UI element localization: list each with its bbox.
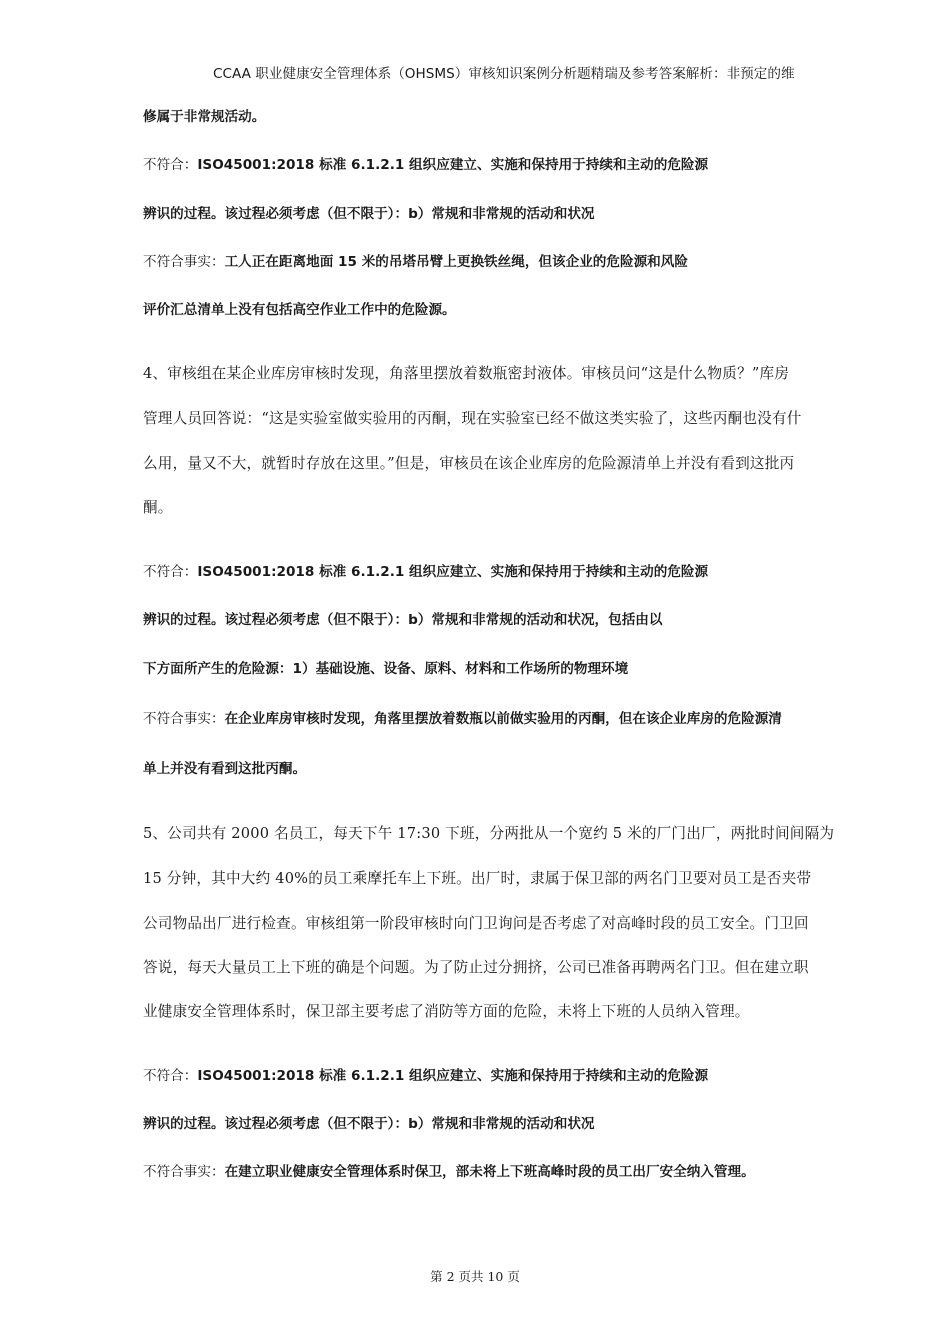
nonconformity-fact <box>143 709 782 729</box>
text-line: 修属于非常规活动。 <box>143 109 266 125</box>
fact-text: 工人正在距离地面 15 米的吊塔吊臂上更换铁丝绳，但该企业的危险源和风险 <box>224 254 688 270</box>
case-text: 15 分钟，其中大约 40%的员工乘摩托车上下班。出厂时，隶属于保卫部的两名门卫要对员工是否夹带 <box>143 870 812 887</box>
case-text: 管理人员回答说：“这是实验室做实验用的丙酮，现在实验室已经不做这类实验了，这些丙酮也没有什 <box>143 410 802 427</box>
page-header: CCAA 职业健康安全管理体系（OHSMS）审核知识案例分析题精瑞及参考答案解析：非预定的维 <box>213 66 795 82</box>
fact-label: 不符合事实： <box>143 1164 225 1180</box>
fact-label: 不符合事实： <box>143 254 225 270</box>
nonconformity-label: 不符合： <box>143 157 198 173</box>
case-text: 么用，量又不大，就暂时存放在这里。”但是，审核员在该企业库房的危险源清单上并没有看到这批丙 <box>143 455 795 472</box>
nonconformity-text: ISO45001:2018 标准 6.1.2.1 组织应建立、实施和保持用于持续和主动的危险源 <box>197 1068 709 1084</box>
nonconformity-label: 不符合： <box>143 1068 198 1084</box>
fact-label: 不符合事实： <box>143 711 225 727</box>
nonconformity-clause <box>143 1066 708 1086</box>
fact-text: 在企业库房审核时发现，角落里摆放着数瓶以前做实验用的丙酮，但在该企业库房的危险源清 <box>224 711 782 727</box>
nonconformity-label: 不符合： <box>143 564 198 580</box>
case-text: 公司物品出厂进行检查。审核组第一阶段审核时向门卫询问是否考虑了对高峰时段的员工安全。门卫回 <box>143 915 809 932</box>
text-line: 辨识的过程。该过程必须考虑（但不限于）：b）常规和非常规的活动和状况，包括由以 <box>143 612 663 628</box>
nonconformity-text: ISO45001:2018 标准 6.1.2.1 组织应建立、实施和保持用于持续和主动的危险源 <box>197 564 709 580</box>
nonconformity-fact <box>143 1162 755 1182</box>
nonconformity-text: ISO45001:2018 标准 6.1.2.1 组织应建立、实施和保持用于持续和主动的危险源 <box>197 157 709 173</box>
page-number: 第 2 页共 10 页 <box>430 1269 520 1284</box>
case-text: 酮。 <box>143 499 173 516</box>
case-text: 业健康安全管理体系时，保卫部主要考虑了消防等方面的危险，未将上下班的人员纳入管理。 <box>143 1003 750 1020</box>
nonconformity-clause <box>143 155 708 175</box>
nonconformity-clause <box>143 562 708 582</box>
text-line: 下方面所产生的危险源：1）基础设施、设备、原料、材料和工作场所的物理环境 <box>143 661 629 677</box>
nonconformity-fact <box>143 252 688 272</box>
case-text: 5、公司共有 2000 名员工，每天下午 17:30 下班，分两批从一个宽约 5 米的厂门出厂，两批时间间隔为 <box>143 825 835 842</box>
text-line: 单上并没有看到这批丙酮。 <box>143 761 307 777</box>
case-text: 4、审核组在某企业库房审核时发现，角落里摆放着数瓶密封液体。审核员问“这是什么物质？”库房 <box>143 365 790 382</box>
text-line: 评价汇总清单上没有包括高空作业工作中的危险源。 <box>143 302 456 318</box>
text-line: 辨识的过程。该过程必须考虑（但不限于）：b）常规和非常规的活动和状况 <box>143 1116 595 1132</box>
case-text: 答说，每天大量员工上下班的确是个问题。为了防止过分拥挤，公司已准备再聘两名门卫。但在建立职 <box>143 959 809 976</box>
fact-text: 在建立职业健康安全管理体系时保卫，部未将上下班高峰时段的员工出厂安全纳入管理。 <box>224 1164 755 1180</box>
text-line: 辨识的过程。该过程必须考虑（但不限于）：b）常规和非常规的活动和状况 <box>143 206 595 222</box>
